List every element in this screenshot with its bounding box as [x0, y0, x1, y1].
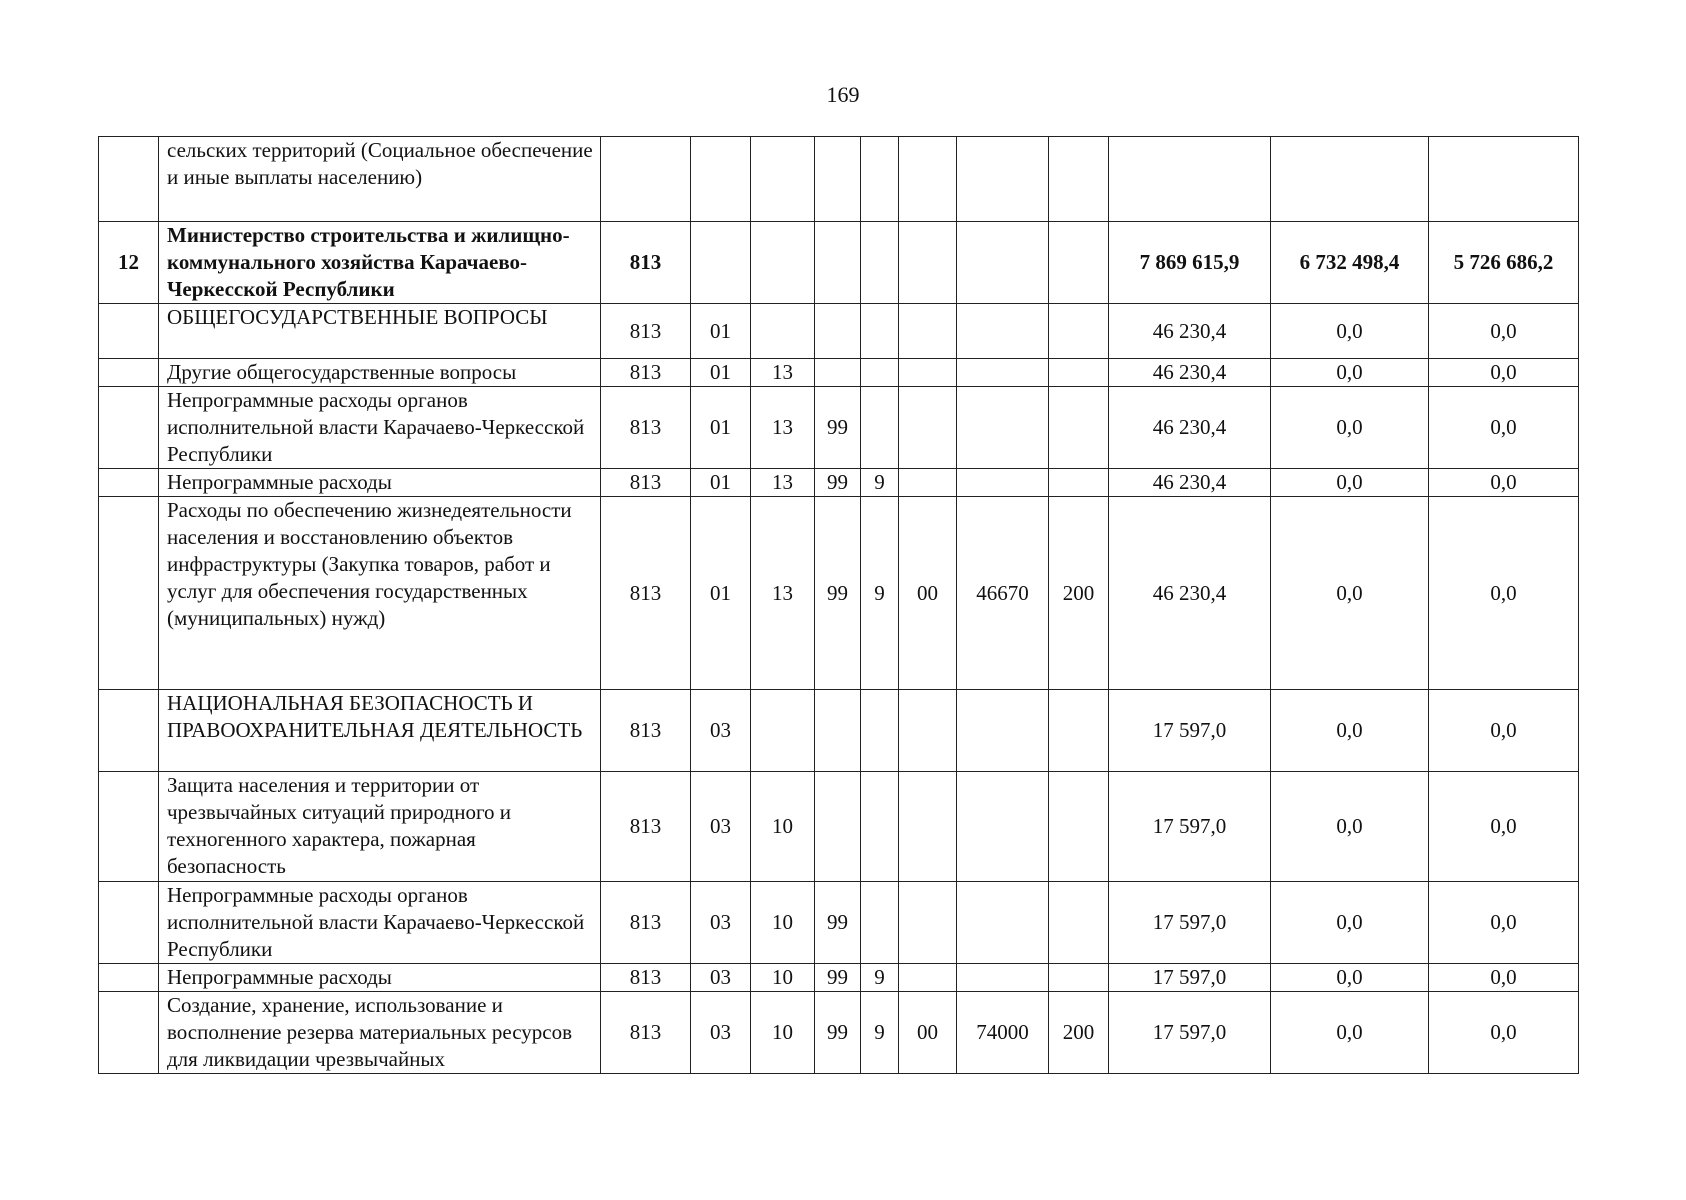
cell-year2: 0,0	[1271, 992, 1429, 1074]
cell-name: сельских территорий (Социальное обеспечение и иные выплаты населению)	[159, 137, 601, 222]
cell-direction	[899, 882, 957, 964]
cell-expense-code	[957, 222, 1049, 304]
cell-subsection: 13	[751, 359, 815, 387]
cell-num	[99, 469, 159, 497]
cell-expense-code	[957, 359, 1049, 387]
cell-name: Непрограммные расходы	[159, 964, 601, 992]
cell-program	[815, 772, 861, 882]
cell-expense-code	[957, 964, 1049, 992]
cell-year2: 0,0	[1271, 497, 1429, 690]
cell-year2: 0,0	[1271, 690, 1429, 772]
cell-direction	[899, 387, 957, 469]
table-row	[99, 964, 1579, 992]
cell-year2: 0,0	[1271, 387, 1429, 469]
cell-section: 01	[691, 497, 751, 690]
cell-section: 03	[691, 992, 751, 1074]
table-row	[99, 772, 1579, 882]
cell-expense-type	[1049, 469, 1109, 497]
cell-program: 99	[815, 387, 861, 469]
table-row	[99, 137, 1579, 222]
cell-year3: 0,0	[1429, 469, 1579, 497]
cell-name: Непрограммные расходы органов исполнительной власти Карачаево-Черкесской Республики	[159, 882, 601, 964]
table-row	[99, 469, 1579, 497]
cell-ministry: 813	[601, 992, 691, 1074]
cell-direction	[899, 359, 957, 387]
table-row	[99, 690, 1579, 772]
cell-year3: 0,0	[1429, 359, 1579, 387]
cell-direction: 00	[899, 497, 957, 690]
cell-num	[99, 387, 159, 469]
cell-program	[815, 137, 861, 222]
cell-subsection: 10	[751, 882, 815, 964]
cell-expense-code: 74000	[957, 992, 1049, 1074]
cell-program	[815, 690, 861, 772]
cell-subprogram	[861, 882, 899, 964]
cell-year1: 17 597,0	[1109, 882, 1271, 964]
cell-direction	[899, 469, 957, 497]
cell-section: 01	[691, 469, 751, 497]
cell-subsection: 13	[751, 469, 815, 497]
cell-year1: 7 869 615,9	[1109, 222, 1271, 304]
cell-name: Защита населения и территории от чрезвычайных ситуаций природного и техногенного характера, пожарная безопасность	[159, 772, 601, 882]
cell-ministry: 813	[601, 497, 691, 690]
cell-direction	[899, 690, 957, 772]
cell-name: НАЦИОНАЛЬНАЯ БЕЗОПАСНОСТЬ И ПРАВООХРАНИТЕЛЬНАЯ ДЕЯТЕЛЬНОСТЬ	[159, 690, 601, 772]
cell-subsection	[751, 137, 815, 222]
cell-subsection	[751, 222, 815, 304]
table-row	[99, 304, 1579, 359]
cell-expense-code: 46670	[957, 497, 1049, 690]
cell-expense-type	[1049, 964, 1109, 992]
cell-year3: 0,0	[1429, 992, 1579, 1074]
table-row	[99, 387, 1579, 469]
cell-subprogram: 9	[861, 964, 899, 992]
cell-subprogram	[861, 304, 899, 359]
cell-expense-type	[1049, 882, 1109, 964]
cell-expense-code	[957, 137, 1049, 222]
cell-year3: 0,0	[1429, 304, 1579, 359]
cell-section: 03	[691, 772, 751, 882]
cell-expense-code	[957, 304, 1049, 359]
cell-subprogram	[861, 387, 899, 469]
cell-ministry: 813	[601, 772, 691, 882]
cell-year1: 17 597,0	[1109, 772, 1271, 882]
cell-section: 03	[691, 964, 751, 992]
cell-year2: 0,0	[1271, 882, 1429, 964]
table-row	[99, 992, 1579, 1074]
cell-program: 99	[815, 882, 861, 964]
cell-direction	[899, 137, 957, 222]
cell-expense-type	[1049, 387, 1109, 469]
cell-name: Расходы по обеспечению жизнедеятельности населения и восстановлению объектов инфраструктуры (Закупка товаров, работ и услуг для обеспечения государственных (муниципальных) нужд)	[159, 497, 601, 690]
cell-program: 99	[815, 469, 861, 497]
table-row	[99, 222, 1579, 304]
cell-direction	[899, 964, 957, 992]
cell-direction	[899, 304, 957, 359]
cell-expense-type	[1049, 772, 1109, 882]
cell-ministry: 813	[601, 882, 691, 964]
cell-expense-code	[957, 772, 1049, 882]
cell-year1	[1109, 137, 1271, 222]
cell-subprogram	[861, 772, 899, 882]
cell-year3: 0,0	[1429, 964, 1579, 992]
cell-subprogram	[861, 222, 899, 304]
cell-ministry: 813	[601, 690, 691, 772]
cell-year3: 0,0	[1429, 882, 1579, 964]
cell-name: Непрограммные расходы органов исполнительной власти Карачаево-Черкесской Республики	[159, 387, 601, 469]
cell-expense-type: 200	[1049, 497, 1109, 690]
cell-expense-type	[1049, 359, 1109, 387]
cell-year1: 17 597,0	[1109, 964, 1271, 992]
table-row	[99, 497, 1579, 690]
cell-year3: 5 726 686,2	[1429, 222, 1579, 304]
cell-subprogram	[861, 359, 899, 387]
cell-expense-code	[957, 469, 1049, 497]
cell-name: Министерство строительства и жилищно-коммунального хозяйства Карачаево-Черкесской Республики	[159, 222, 601, 304]
cell-year3: 0,0	[1429, 772, 1579, 882]
cell-ministry: 813	[601, 469, 691, 497]
cell-subsection: 13	[751, 387, 815, 469]
cell-subsection: 13	[751, 497, 815, 690]
cell-num: 12	[99, 222, 159, 304]
cell-expense-type	[1049, 222, 1109, 304]
cell-year2: 0,0	[1271, 964, 1429, 992]
cell-num	[99, 497, 159, 690]
cell-year3: 0,0	[1429, 387, 1579, 469]
cell-year1: 46 230,4	[1109, 469, 1271, 497]
cell-section: 01	[691, 387, 751, 469]
cell-program	[815, 359, 861, 387]
cell-subsection	[751, 690, 815, 772]
cell-expense-type	[1049, 690, 1109, 772]
cell-name: Другие общегосударственные вопросы	[159, 359, 601, 387]
cell-section	[691, 222, 751, 304]
cell-subprogram: 9	[861, 469, 899, 497]
cell-year1: 17 597,0	[1109, 992, 1271, 1074]
cell-year3: 0,0	[1429, 690, 1579, 772]
cell-section: 03	[691, 882, 751, 964]
budget-table-body	[99, 137, 1579, 1074]
cell-section: 03	[691, 690, 751, 772]
cell-ministry	[601, 137, 691, 222]
cell-num	[99, 137, 159, 222]
cell-section: 01	[691, 359, 751, 387]
cell-program: 99	[815, 497, 861, 690]
cell-expense-code	[957, 387, 1049, 469]
cell-num	[99, 772, 159, 882]
cell-year1: 46 230,4	[1109, 497, 1271, 690]
cell-ministry: 813	[601, 222, 691, 304]
cell-subprogram: 9	[861, 992, 899, 1074]
cell-year2: 0,0	[1271, 469, 1429, 497]
cell-expense-type: 200	[1049, 992, 1109, 1074]
cell-ministry: 813	[601, 304, 691, 359]
cell-subsection	[751, 304, 815, 359]
cell-ministry: 813	[601, 387, 691, 469]
cell-ministry: 813	[601, 964, 691, 992]
cell-expense-type	[1049, 304, 1109, 359]
page-number: 169	[826, 82, 860, 107]
cell-subsection: 10	[751, 964, 815, 992]
cell-program	[815, 222, 861, 304]
budget-table	[98, 136, 1579, 1074]
cell-program: 99	[815, 992, 861, 1074]
cell-year1: 17 597,0	[1109, 690, 1271, 772]
cell-name: Создание, хранение, использование и восполнение резерва материальных ресурсов для ликвидации чрезвычайных	[159, 992, 601, 1074]
cell-year3	[1429, 137, 1579, 222]
cell-subprogram: 9	[861, 497, 899, 690]
cell-year2: 0,0	[1271, 359, 1429, 387]
cell-expense-type	[1049, 137, 1109, 222]
cell-num	[99, 992, 159, 1074]
cell-direction: 00	[899, 992, 957, 1074]
cell-section	[691, 137, 751, 222]
cell-name: Непрограммные расходы	[159, 469, 601, 497]
cell-program	[815, 304, 861, 359]
cell-year2	[1271, 137, 1429, 222]
cell-subsection: 10	[751, 772, 815, 882]
cell-year2: 0,0	[1271, 772, 1429, 882]
cell-subprogram	[861, 690, 899, 772]
cell-num	[99, 304, 159, 359]
cell-year2: 0,0	[1271, 304, 1429, 359]
cell-num	[99, 882, 159, 964]
cell-ministry: 813	[601, 359, 691, 387]
cell-name: ОБЩЕГОСУДАРСТВЕННЫЕ ВОПРОСЫ	[159, 304, 601, 359]
cell-year1: 46 230,4	[1109, 304, 1271, 359]
table-row	[99, 882, 1579, 964]
cell-expense-code	[957, 882, 1049, 964]
cell-section: 01	[691, 304, 751, 359]
cell-direction	[899, 772, 957, 882]
cell-num	[99, 964, 159, 992]
table-row	[99, 359, 1579, 387]
cell-direction	[899, 222, 957, 304]
cell-year1: 46 230,4	[1109, 359, 1271, 387]
cell-year3: 0,0	[1429, 497, 1579, 690]
cell-num	[99, 359, 159, 387]
cell-program: 99	[815, 964, 861, 992]
cell-num	[99, 690, 159, 772]
cell-year2: 6 732 498,4	[1271, 222, 1429, 304]
cell-subsection: 10	[751, 992, 815, 1074]
cell-expense-code	[957, 690, 1049, 772]
cell-subprogram	[861, 137, 899, 222]
cell-year1: 46 230,4	[1109, 387, 1271, 469]
